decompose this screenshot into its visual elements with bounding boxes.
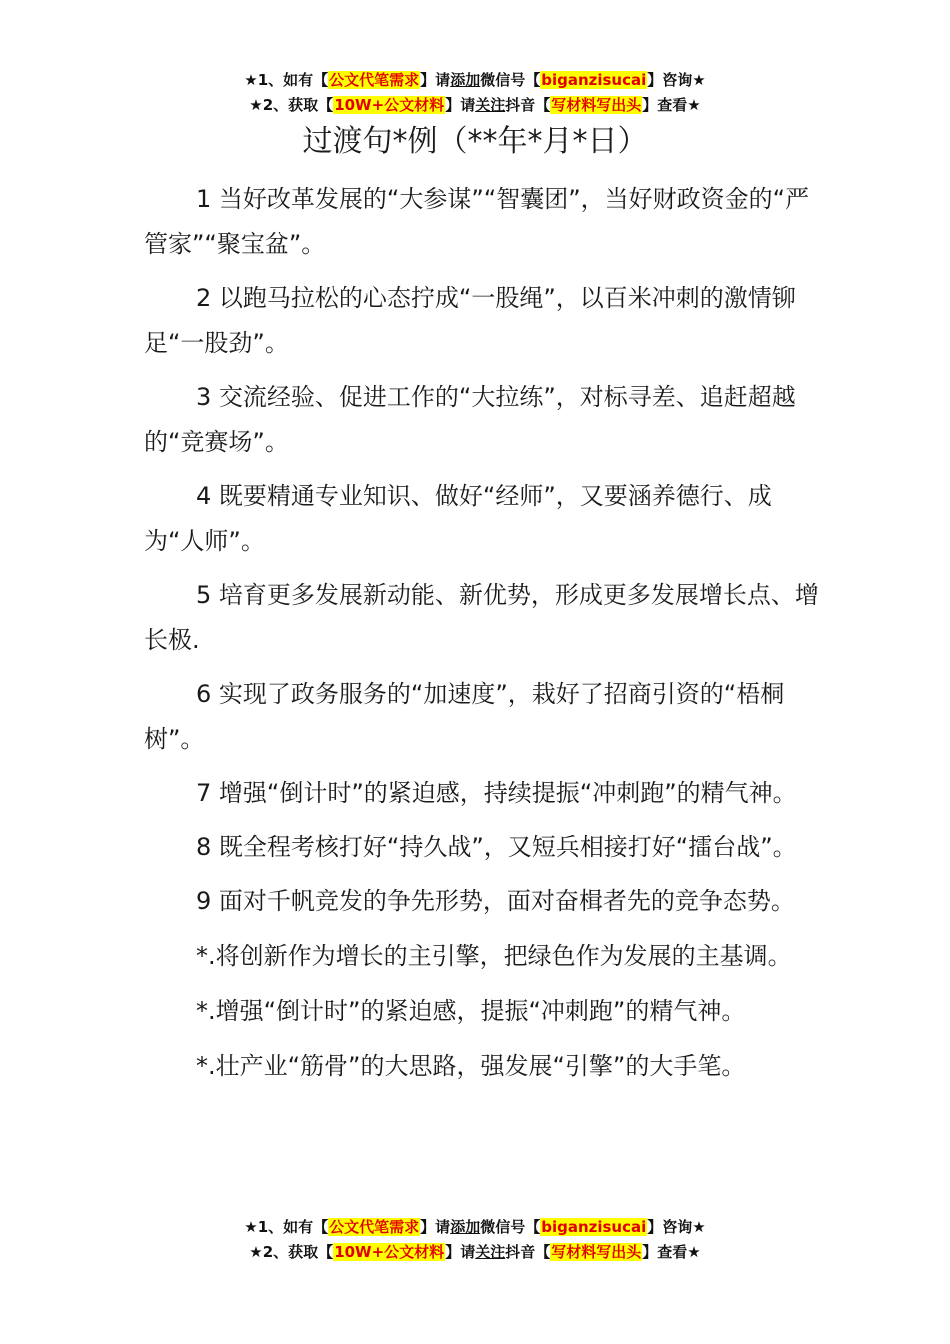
ad-text: 】请 — [445, 1243, 476, 1261]
ad-text: 微信号【 — [480, 1218, 541, 1236]
ad-highlight: biganzisucai — [541, 71, 647, 89]
footer-ad-banner — [0, 1215, 950, 1265]
ad-highlight: 公文代笔需求 — [329, 1218, 420, 1236]
ad-text: 】请 — [445, 96, 476, 114]
ad-highlight: 公文代笔需求 — [329, 71, 420, 89]
ad-text: ★1、如有【 — [244, 1218, 329, 1236]
paragraph-9: 9 面对千帆竞发的争先形势，面对奋楫者先的竞争态势。 — [196, 887, 795, 915]
ad-text: 抖音【 — [505, 96, 551, 114]
ad-text: ★2、获取【 — [249, 96, 334, 114]
ad-text: 抖音【 — [505, 1243, 551, 1261]
paragraph-1: 1 当好改革发展的“大参谋”“智囊团”，当好财政资金的“严管家”“聚宝盆”。 — [144, 185, 810, 258]
paragraph-3: 3 交流经验、促进工作的“大拉练”，对标寻差、追赶超越的“竞赛场”。 — [144, 383, 796, 456]
ad-text: ★1、如有【 — [244, 71, 329, 89]
ad-line-1 — [0, 68, 950, 93]
ad-highlight: 10W+公文材料 — [334, 1243, 445, 1261]
ad-highlight: biganzisucai — [541, 1218, 647, 1236]
ad-text: 微信号【 — [480, 71, 541, 89]
ad-text: ★2、获取【 — [249, 1243, 334, 1261]
ad-highlight: 10W+公文材料 — [334, 96, 445, 114]
ad-text: 】请 — [420, 1218, 451, 1236]
ad-text: 】咨询★ — [647, 71, 706, 89]
ad-text: 】请 — [420, 71, 451, 89]
ad-underlined: 关注 — [475, 96, 506, 114]
ad-underlined: 添加 — [450, 1218, 481, 1236]
ad-highlight: 写材料写出头 — [551, 96, 642, 114]
document-body — [144, 177, 824, 1099]
ad-underlined: 关注 — [475, 1243, 506, 1261]
paragraph-10: *.将创新作为增长的主引擎，把绿色作为发展的主基调。 — [196, 942, 792, 970]
ad-line-2 — [0, 1240, 950, 1265]
paragraph-8: 8 既全程考核打好“持久战”，又短兵相接打好“擂台战”。 — [196, 833, 797, 861]
paragraph-2: 2 以跑马拉松的心态拧成“一股绳”，以百米冲刺的激情铆足“一股劲”。 — [144, 284, 796, 357]
ad-line-1 — [0, 1215, 950, 1240]
ad-text: 】咨询★ — [647, 1218, 706, 1236]
paragraph-7: 7 增强“倒计时”的紧迫感，持续提振“冲刺跑”的精气神。 — [196, 779, 797, 807]
page-title: 过渡句*例（**年*月*日） — [302, 124, 648, 159]
paragraph-11: *.增强“倒计时”的紧迫感，提振“冲刺跑”的精气神。 — [196, 997, 746, 1025]
ad-text: 】查看★ — [642, 1243, 701, 1261]
ad-highlight: 写材料写出头 — [551, 1243, 642, 1261]
ad-underlined: 添加 — [450, 71, 481, 89]
paragraph-12: *.壮产业“筋骨”的大思路，强发展“引擎”的大手笔。 — [196, 1052, 746, 1080]
paragraph-4: 4 既要精通专业知识、做好“经师”，又要涵养德行、成为“人师”。 — [144, 482, 772, 555]
ad-line-2 — [0, 93, 950, 118]
paragraph-5: 5 培育更多发展新动能、新优势，形成更多发展增长点、增长极. — [144, 581, 819, 654]
paragraph-6: 6 实现了政务服务的“加速度”，栽好了招商引资的“梧桐树”。 — [144, 680, 785, 753]
ad-text: 】查看★ — [642, 96, 701, 114]
header-ad-banner — [0, 68, 950, 118]
